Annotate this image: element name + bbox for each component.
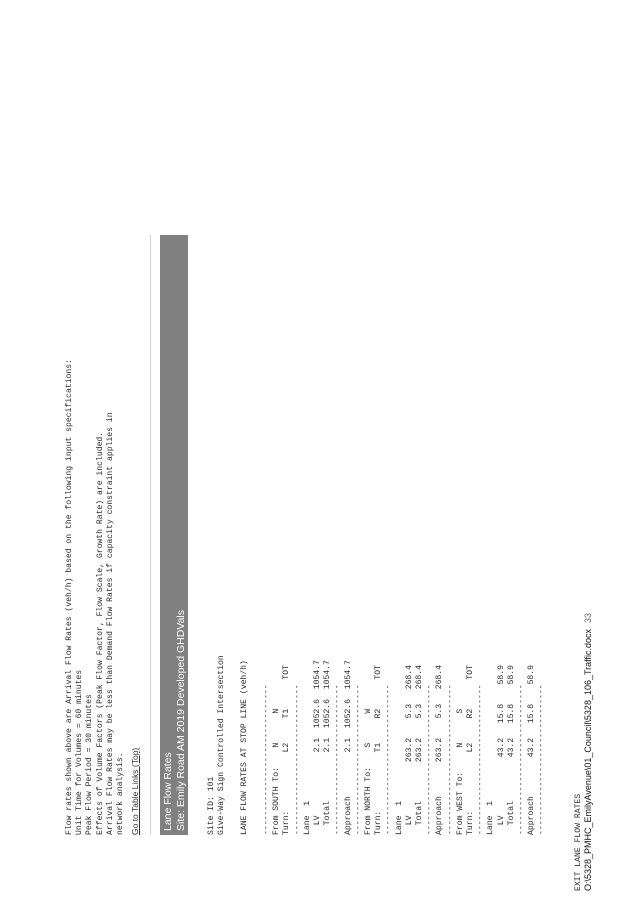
document-footer bbox=[583, 613, 593, 891]
go-to-table-links-link[interactable]: Go to Table Links (Top) bbox=[130, 747, 140, 835]
divider bbox=[150, 235, 151, 835]
lane-flow-table: ------------------------------- From SOUTH To: N N Turn: L2 T1 TOT ------------------------------- Lane 1 LV 2.1 1052.6 1054.7 Total 2.1 1052.6 1054.7 ------------------------------- Approach 2.1 1052.6 1054.7 ------------------------------- From NORTH To: S W Turn: T1 R2 TOT ------------------------------- Lane 1 LV 263.2 5.3 268.4 Total 263.2 5.3 268.4 ------------------------------- Approach 263.2 5.3 268.4 ------------------------------- From WEST To: N S Turn: L2 R2 TOT ------------------------------- Lane 1 LV 43.2 15.8 58.9 Total 43.2 15.8 58.9 ------------------------------- Approach 43.2 15.8 58.9 ------------------------------- bbox=[262, 660, 547, 835]
exit-lane-flow-title: EXIT LANE FLOW RATES bbox=[574, 793, 583, 891]
intro-text: Flow rates shown above are Arrival Flow Rates (veh/h) based on the following input specifications: Unit Time for Volumes = 60 minutes Peak Flow Period = 30 minutes Effects of Volume Factors (Peak Flow Factor, Flow Scale, Growth Rate) are included. Arrival Flow Rates may be less than Demand Flow Rates if capacity constraint applies in network analysis. bbox=[65, 359, 126, 835]
footer-file-path: O:\5328_PMHC_EmilyAvenue\01_Council\5328_106_Traffic.docx bbox=[583, 629, 593, 891]
section-banner bbox=[160, 235, 188, 835]
banner-title: Lane Flow Rates bbox=[162, 752, 174, 831]
banner-site: Site: Emily Road AM 2019 Developed GHDVals bbox=[175, 610, 187, 831]
site-info: Site ID: 101 Give-Way Sign Controlled Intersection bbox=[207, 655, 227, 835]
lane-flow-section-title: LANE FLOW RATES AT STOP LINE (veh/h) bbox=[240, 660, 249, 835]
page-number: 33 bbox=[583, 612, 593, 623]
